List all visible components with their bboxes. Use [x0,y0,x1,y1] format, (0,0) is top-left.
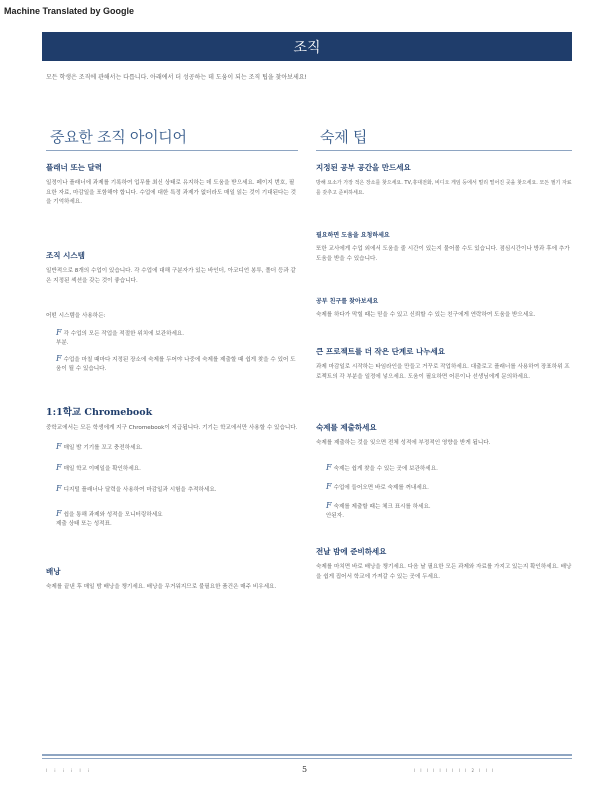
projects-heading: 큰 프로젝트를 더 작은 단계로 나누세요 [316,347,445,356]
backpack-heading: 배낭 [46,567,61,576]
list-item: F 수업을 마칠 때마다 지정된 장소에 숙제를 두어야 나중에 숙제를 제출할 때 쉽게 찾을 수 있어 도움이 될 수 있습니다. [56,353,296,372]
night-heading: 전날 밤에 준비하세요 [316,547,387,556]
system-lead: 어떤 시스템을 사용하든: [46,313,106,319]
chromebook-heading: 1:1학교 Chromebook [46,407,153,418]
list-item: F 디지털 플래너나 달력을 사용하여 마감일과 시험을 추적하세요. [56,483,217,493]
buddy-heading: 공부 친구를 찾아보세요 [316,298,379,305]
left-column-title: 중요한 조직 아이디어 [50,128,187,146]
bullet-marker-icon: F [326,462,332,472]
footer-divider [42,754,572,756]
list-item: F 숙제는 쉽게 찾을 수 있는 곳에 보관하세요. [326,462,438,472]
buddy-section [316,296,572,321]
footer-left-text: l i i i l i [46,768,93,773]
list-item: F 수업에 들어오면 바로 숙제를 꺼내세요. [326,481,429,491]
bullet-marker-icon: F [326,500,332,510]
submit-section [316,422,572,521]
title-banner [42,32,572,61]
list-item: F 매일 학교 이메일을 확인하세요. [56,462,141,472]
teacher-heading: 필요하면 도움을 요청하세요 [316,232,390,239]
buddy-text: 숙제를 하다가 막힐 때는 믿을 수 있고 신뢰할 수 있는 친구에게 연락하여 도움을 받으세요. [316,312,536,318]
page-title: 조직 [293,39,321,56]
submit-heading: 숙제를 제출하세요 [316,423,377,432]
bullet-marker-icon: F [56,462,62,472]
page-number: 5 [302,765,308,774]
bullet-marker-icon: F [326,481,332,491]
night-text: 숙제를 마치면 바로 배낭을 챙기세요. 다음 날 필요한 모든 과제와 자료를 가지고 있는지 확인하세요. 배낭을 쉽게 집어서 학교에 가져갈 수 있는 곳에 두세요. [316,564,572,580]
intro-text: 모든 학생은 조직에 관해서는 다릅니다. 아래에서 더 성공하는 데 도움이 되는 조직 팁을 찾아보세요! [46,74,307,81]
system-text: 일반적으로 8개의 수업이 있습니다. 각 수업에 대해 구분자가 있는 바인더, 아코디언 봉투, 폴더 등과 같은 지정된 섹션을 갖는 것이 좋습니다. [46,268,296,284]
right-column-divider [316,150,572,151]
chromebook-text: 중학교에서는 모든 학생에게 지구 Chromebook이 지급됩니다. 기기는 학교에서만 사용할 수 있습니다. [46,425,298,431]
system-heading: 조직 시스템 [46,251,85,260]
list-item-continuation: 부분. [56,339,69,346]
list-item: F 매일 밤 기기를 꼬고 충전하세요. [56,441,143,451]
system-list [46,312,298,374]
machine-translated-label: Machine Translated by Google [4,6,135,16]
chromebook-section [46,404,298,529]
bullet-marker-icon: F [56,441,62,451]
projects-section [316,346,572,382]
list-item-continuation: 제출 상태 또는 성적표. [56,520,112,527]
bullet-marker-icon: F [56,483,62,493]
right-column [316,126,572,596]
submit-text: 숙제를 제출하는 것을 잊으면 전체 성적에 부정적인 영향을 받게 됩니다. [316,440,491,446]
projects-text: 과제 마감일로 시작하는 타임라인을 만들고 거꾸로 작업하세요. 대출로고 플래너를 사용하여 장표하위 프로젝트의 각 부분을 일정에 넣으세요. 도움이 필요하면 어른이나 선생님에게 문의하세요. [316,364,570,380]
list-item: F 각 수업의 모든 작업을 적절한 위치에 보관하세요. [56,327,185,337]
list-item: F 숙제를 제출할 때는 체크 표시를 하세요. [326,500,431,510]
list-item-continuation: 안된자. [326,512,344,519]
footer-divider-thin [42,758,572,759]
planner-section [46,162,298,208]
backpack-section [46,566,298,593]
bullet-marker-icon: F [56,327,62,337]
list-item: F 쉽을 통해 과제와 성적을 모니터링하세요 [56,508,163,518]
teacher-section [316,230,572,264]
planner-heading: 플래너 또는 달력 [46,163,102,172]
right-column-title: 숙제 팁 [320,128,368,146]
space-section [316,162,572,198]
left-column [46,126,298,616]
night-section [316,546,572,582]
space-text: 방해 요소가 가장 적은 장소를 찾으세요. TV,휴대전화, 비디오 게임 등에서 멀리 떨어진 곳을 찾으세요. 모든 필기 자료를 갖추고 준비하세요. [316,180,572,196]
bullet-marker-icon: F [56,508,62,518]
space-heading: 지정된 공부 공간을 만드세요 [316,163,411,172]
teacher-text: 또한 교사에게 수업 외에서 도움을 줄 시간이 있는지 물어볼 수도 있습니다. 점심시간이나 방과 후에 추가 도움을 받을 수 있습니다. [316,246,570,262]
backpack-text: 숙제를 끝낸 후 매일 밤 배낭을 챙기세요. 배낭을 무거워지므로 불필요한 품건은 매주 비우세요. [46,584,277,590]
planner-text: 일정이나 플래너에 과제를 기록하여 업무를 최신 상태로 유지하는 데 도움을 받으세요. 페이지 번호, 필요한 자료, 마감일을 포함해야 합니다. 수업에 대한 특정 과제가 없더라도 매일 읽는 것이 기대된다는 것을 기억하세요. [46,180,296,205]
left-column-divider [46,150,298,151]
bullet-marker-icon: F [56,353,62,363]
system-section [46,250,298,286]
footer-right-text: l l l l l l l l l 2 l l l [414,768,496,773]
